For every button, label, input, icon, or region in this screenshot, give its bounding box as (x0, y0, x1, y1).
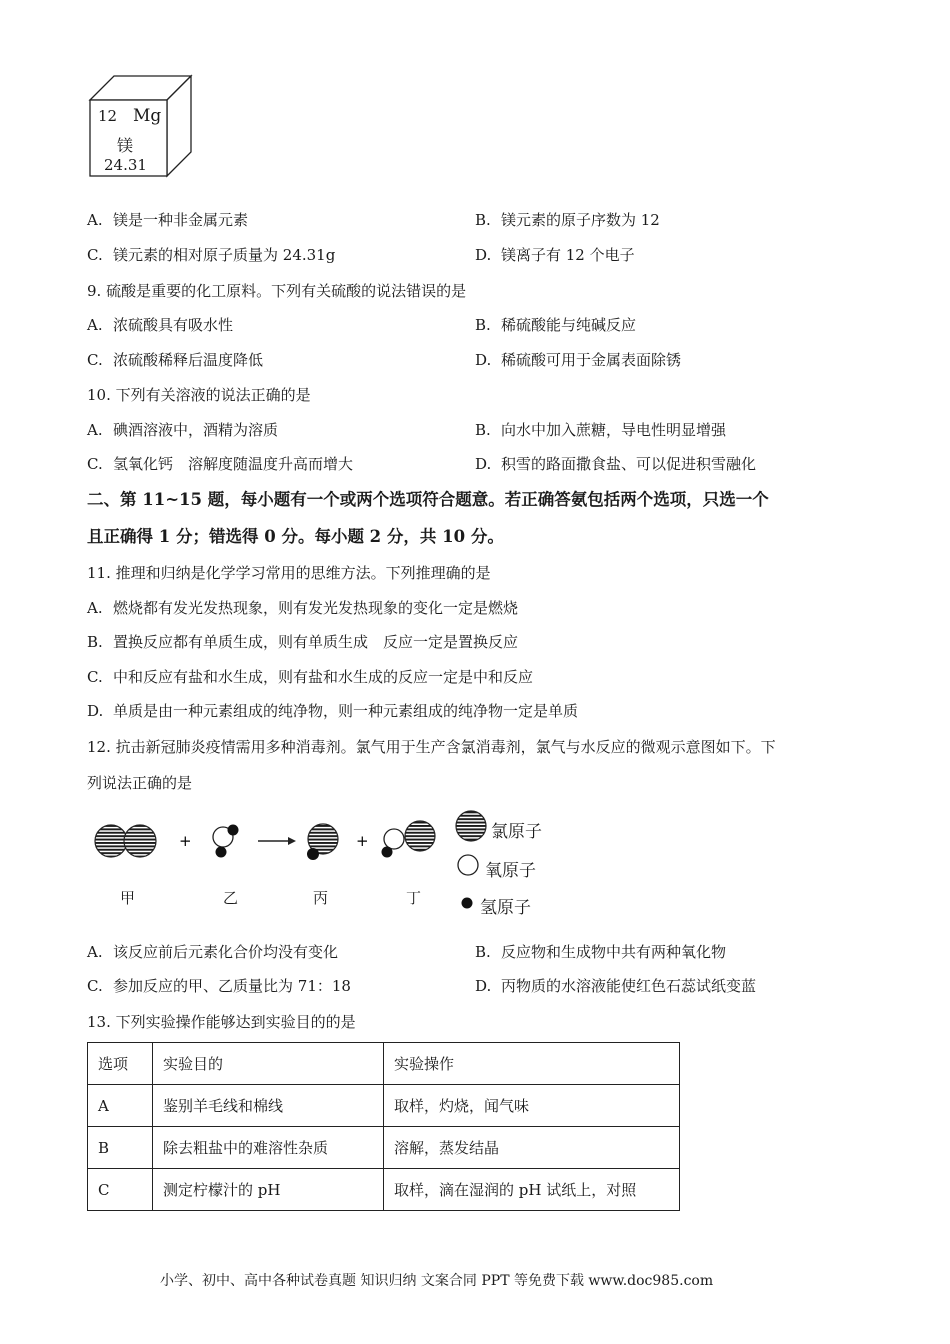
q12-option-c[interactable]: C. 参加反应的甲、乙质量比为 71：18 (87, 977, 351, 995)
q12-option-a[interactable]: A. 该反应前后元素化合价均没有变化 (87, 943, 339, 961)
label-bing: 丙 (313, 889, 329, 907)
q11-option-a[interactable]: A. 燃烧都有发光发热现象，则有发光发热现象的变化一定是燃烧 (87, 599, 519, 617)
q12-stem-line1: 12. 抗击新冠肺炎疫情需用多种消毒剂。氯气用于生产含氯消毒剂，氯气与水反应的微观示意图如下。下 (87, 738, 776, 756)
chlorine-atom (124, 825, 156, 857)
q10-stem: 10. 下列有关溶液的说法正确的是 (87, 386, 311, 404)
q13-stem: 13. 下列实验操作能够达到实验目的的是 (87, 1013, 356, 1031)
legend-hydrogen: 氢原子 (480, 898, 531, 918)
table-cell: C (88, 1169, 153, 1211)
q12-option-d[interactable]: D. 丙物质的水溶液能使红色石蕊试纸变蓝 (475, 977, 757, 995)
chlorine-atom (95, 825, 127, 857)
table-cell: 测定柠檬汁的 pH (153, 1169, 384, 1211)
hydrogen-atom (382, 847, 393, 858)
q10-option-c[interactable]: C. 氢氧化钙 溶解度随温度升高而增大 (87, 455, 354, 473)
q11-option-d[interactable]: D. 单质是由一种元素组成的纯净物，则一种元素组成的纯净物一定是单质 (87, 702, 579, 720)
q10-option-a[interactable]: A. 碘酒溶液中，酒精为溶质 (87, 421, 279, 439)
q11-option-b[interactable]: B. 置换反应都有单质生成，则有单质生成 反应一定是置换反应 (87, 633, 519, 651)
q9-option-a[interactable]: A. 浓硫酸具有吸水性 (87, 316, 234, 334)
label-ding: 丁 (406, 889, 422, 907)
q8-option-d[interactable]: D. 镁离子有 12 个电子 (475, 246, 635, 264)
q12-stem-line2: 列说法正确的是 (87, 774, 193, 792)
q11-option-c[interactable]: C. 中和反应有盐和水生成，则有盐和水生成的反应一定是中和反应 (87, 668, 534, 686)
q11-stem: 11. 推理和归纳是化学学习常用的思维方法。下列推理确的是 (87, 564, 491, 582)
table-header-cell: 实验目的 (153, 1043, 384, 1085)
chlorine-legend-icon (456, 811, 486, 841)
arrow-head-icon (288, 837, 296, 845)
q8-option-b[interactable]: B. 镁元素的原子序数为 12 (475, 211, 660, 229)
oxygen-legend-icon (458, 855, 478, 875)
table-row (88, 1127, 680, 1169)
q10-option-b[interactable]: B. 向水中加入蔗糖，导电性明显增强 (475, 421, 727, 439)
q8-option-a[interactable]: A. 镁是一种非金属元素 (87, 211, 249, 229)
chlorine-atom (405, 821, 435, 851)
table-cell: 取样，滴在湿润的 pH 试纸上，对照 (384, 1169, 680, 1211)
oxygen-atom (384, 829, 404, 849)
table-header-cell: 选项 (88, 1043, 153, 1085)
hydrogen-atom (228, 825, 239, 836)
hydrogen-atom (307, 848, 319, 860)
legend-chlorine: 氯原子 (491, 822, 542, 842)
section-2-heading-line1: 二、第 11~15 题，每小题有一个或两个选项符合题意。若正确答氨包括两个选项，只选一个 (87, 490, 769, 509)
table-cell: 除去粗盐中的难溶性杂质 (153, 1127, 384, 1169)
table-row (88, 1085, 680, 1127)
label-jia: 甲 (120, 889, 136, 907)
table-header-cell: 实验操作 (384, 1043, 680, 1085)
table-cell: A (88, 1085, 153, 1127)
q10-option-d[interactable]: D. 积雪的路面撒食盐、可以促进积雪融化 (475, 455, 757, 473)
table-cell: 取样，灼烧，闻气味 (384, 1085, 680, 1127)
element-name: 镁 (117, 136, 134, 155)
page-footer: 小学、初中、高中各种试卷真题 知识归纳 文案合同 PPT 等免费下载 www.doc985.com (160, 1273, 714, 1289)
experiment-table (87, 1042, 680, 1211)
section-2-heading-line2: 且正确得 1 分；错选得 0 分。每小题 2 分，共 10 分。 (87, 527, 504, 546)
table-cell: 溶解，蒸发结晶 (384, 1127, 680, 1169)
hydrogen-atom (216, 847, 227, 858)
element-symbol: Mg (133, 106, 162, 126)
element-number: 12 (98, 107, 118, 125)
q8-option-c[interactable]: C. 镁元素的相对原子质量为 24.31g (87, 246, 336, 264)
table-row (88, 1169, 680, 1211)
plus-sign: + (356, 832, 369, 850)
table-header-row (88, 1043, 680, 1085)
q9-stem: 9. 硫酸是重要的化工原料。下列有关硫酸的说法错误的是 (87, 282, 467, 300)
plus-sign: + (179, 832, 192, 850)
reaction-diagram (90, 808, 460, 878)
legend-oxygen: 氧原子 (485, 861, 536, 881)
label-yi: 乙 (223, 889, 239, 907)
q9-option-b[interactable]: B. 稀硫酸能与纯碱反应 (475, 316, 637, 334)
q9-option-d[interactable]: D. 稀硫酸可用于金属表面除锈 (475, 351, 682, 369)
element-mass: 24.31 (104, 156, 147, 174)
q9-option-c[interactable]: C. 浓硫酸稀释后温度降低 (87, 351, 264, 369)
q12-option-b[interactable]: B. 反应物和生成物中共有两种氧化物 (475, 943, 727, 961)
table-cell: 鉴别羊毛线和棉线 (153, 1085, 384, 1127)
table-cell: B (88, 1127, 153, 1169)
hydrogen-legend-icon (462, 898, 473, 909)
